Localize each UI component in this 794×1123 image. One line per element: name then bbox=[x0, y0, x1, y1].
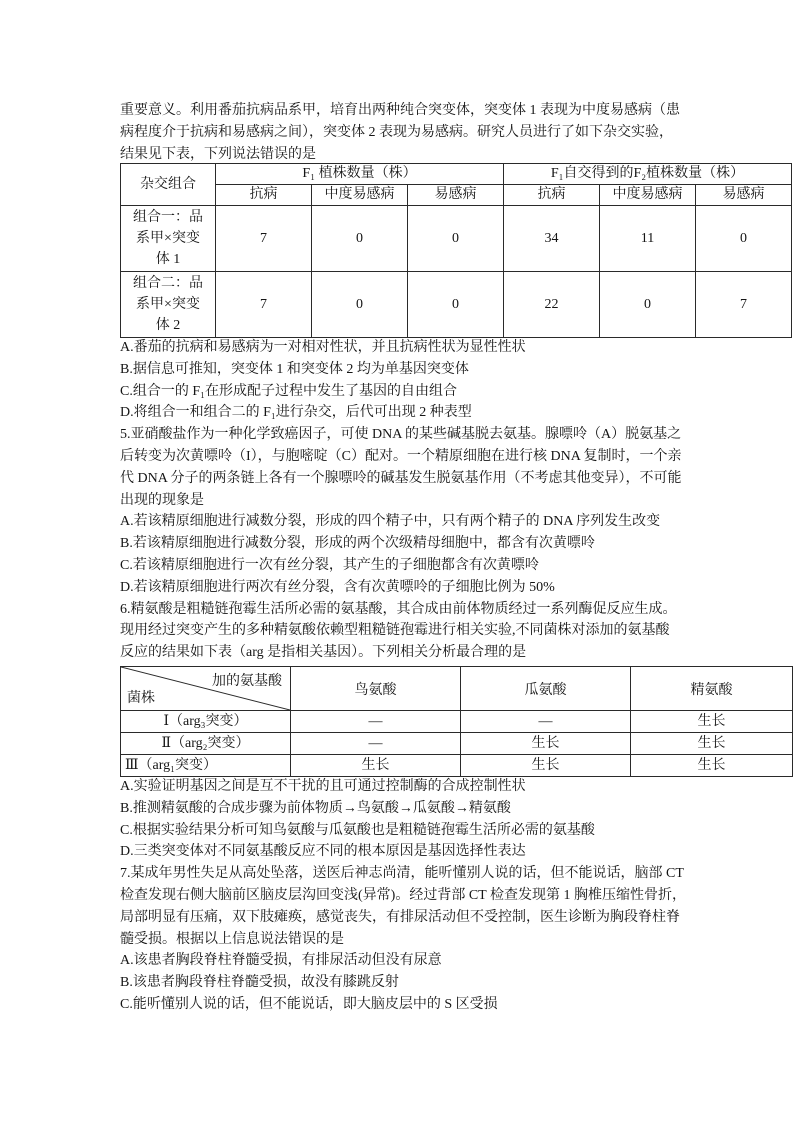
table-cell: 生长 bbox=[291, 755, 461, 777]
table-cell: — bbox=[461, 711, 631, 733]
option-b: B.据信息可推知，突变体 1 和突变体 2 均为单基因突变体 bbox=[120, 361, 469, 377]
table-subheader-row bbox=[121, 185, 792, 206]
questions-6-to-7-block bbox=[120, 776, 792, 1016]
diagonal-header-cell bbox=[121, 667, 291, 711]
row-label: 组合一：品系甲×突变体 1 bbox=[121, 206, 216, 272]
option-a: A.实验证明基因之间是互不干扰的且可通过控制酶的合成控制性状 bbox=[120, 779, 526, 794]
table-cell: 生长 bbox=[631, 711, 793, 733]
option-a: A.若该精原细胞进行减数分裂，形成的四个精子中，只有两个精子的 DNA 序列发生改变 bbox=[120, 514, 661, 530]
option-c: C.能听懂别人说的话，但不能说话，即大脑皮层中的 S 区受损 bbox=[120, 996, 498, 1012]
table-cell: 7 bbox=[216, 272, 312, 338]
table-row bbox=[121, 206, 792, 272]
amino-acid-table bbox=[120, 666, 793, 777]
option-a: A.该患者胸段脊柱脊髓受损，有排尿活动但没有尿意 bbox=[120, 953, 442, 969]
option-c: C.若该精原细胞进行一次有丝分裂，其产生的子细胞都含有次黄嘌呤 bbox=[120, 557, 539, 573]
option-b: B.该患者胸段脊柱脊髓受损，故没有膝跳反射 bbox=[120, 975, 399, 991]
stem-line: 结果见下表，下列说法错误的是 bbox=[120, 146, 316, 162]
table-cell: — bbox=[291, 733, 461, 755]
option-c: C.根据实验结果分析可知鸟氨酸与瓜氨酸也是粗糙链孢霉生活所必需的氨基酸 bbox=[120, 822, 595, 838]
question-7-stem-line: 检查发现右侧大脑前区脑皮层沟回变浅(异常)。经过背部 CT 检查发现第 1 胸椎压缩性骨折， bbox=[120, 887, 686, 903]
question-6-stem-line: 现用经过突变产生的多种精氨酸依赖型粗糙链孢霉进行相关实验,不同菌株对添加的氨基酸 bbox=[120, 623, 670, 639]
question-5-stem-line: 代 DNA 分子的两条链上各有一个腺嘌呤的碱基发生脱氨基作用（不考虑其他变异），不可能 bbox=[120, 470, 682, 486]
option-d: D.若该精原细胞进行两次有丝分裂，含有次黄嘌呤的子细胞比例为 50% bbox=[120, 579, 555, 595]
column-header: 精氨酸 bbox=[631, 667, 793, 711]
table-cell: 0 bbox=[408, 272, 504, 338]
question-5-stem-line: 出现的现象是 bbox=[120, 492, 204, 508]
question-7-stem-line: 髓受损。根据以上信息说法错误的是 bbox=[120, 931, 344, 947]
table-cell: 22 bbox=[504, 272, 600, 338]
column-header: 鸟氨酸 bbox=[291, 667, 461, 711]
question-5-stem-line: 5.亚硝酸盐作为一种化学致癌因子，可使 DNA 的某些碱基脱去氨基。腺嘌呤（A）脱氨基之 bbox=[120, 427, 682, 443]
table-cell: 生长 bbox=[461, 733, 631, 755]
table-cell: 生长 bbox=[461, 755, 631, 777]
table-header-row bbox=[121, 164, 792, 185]
row-label: 组合二：品系甲×突变体 2 bbox=[121, 272, 216, 338]
column-header: 中度易感病 bbox=[600, 185, 696, 206]
table-cell: 0 bbox=[312, 272, 408, 338]
option-a: A.番茄的抗病和易感病为一对相对性状，并且抗病性状为显性性状 bbox=[120, 340, 526, 355]
column-header: 抗病 bbox=[504, 185, 600, 206]
row-label: Ⅱ（arg₂突变） bbox=[121, 733, 291, 755]
table-row bbox=[121, 733, 793, 755]
column-header: 易感病 bbox=[408, 185, 504, 206]
column-header: 中度易感病 bbox=[312, 185, 408, 206]
column-header: 瓜氨酸 bbox=[461, 667, 631, 711]
table-cell: 7 bbox=[216, 206, 312, 272]
option-b: B.推测精氨酸的合成步骤为前体物质→鸟氨酸→瓜氨酸→精氨酸 bbox=[120, 800, 511, 816]
question-5-stem-line: 后转变为次黄嘌呤（I），与胞嘧啶（C）配对。一个精原细胞在进行核 DNA 复制时，一个亲 bbox=[120, 448, 682, 464]
corner-bottom-label: 菌株 bbox=[127, 691, 155, 706]
stem-line: 重要意义。利用番茄抗病品系甲，培育出两种纯合突变体，突变体 1 表现为中度易感病（患 bbox=[120, 103, 680, 118]
column-header: 抗病 bbox=[216, 185, 312, 206]
table-cell: 生长 bbox=[631, 733, 793, 755]
table-row bbox=[121, 711, 793, 733]
question-4-stem bbox=[120, 100, 792, 165]
row-label: Ⅲ（arg₁突变） bbox=[121, 755, 291, 777]
column-header: 易感病 bbox=[696, 185, 792, 206]
table-cell: 34 bbox=[504, 206, 600, 272]
questions-4-to-6-block bbox=[120, 337, 792, 664]
question-6-stem-line: 反应的结果如下表（arg 是指相关基因）。下列相关分析最合理的是 bbox=[120, 645, 527, 661]
table-row bbox=[121, 272, 792, 338]
table-cell: 0 bbox=[696, 206, 792, 272]
option-d: D.将组合一和组合二的 F₁进行杂交，后代可出现 2 种表型 bbox=[120, 405, 472, 421]
table-cell: 11 bbox=[600, 206, 696, 272]
table-cell: 生长 bbox=[631, 755, 793, 777]
question-7-stem-line: 局部明显有压痛，双下肢瘫痪，感觉丧失，有排尿活动但不受控制，医生诊断为胸段脊柱脊 bbox=[120, 909, 680, 925]
corner-top-label: 加的氨基酸 bbox=[212, 674, 282, 689]
table-cell: 0 bbox=[600, 272, 696, 338]
table-row bbox=[121, 755, 793, 777]
option-c: C.组合一的 F₁在形成配子过程中发生了基因的自由组合 bbox=[120, 383, 458, 399]
option-d: D.三类突变体对不同氨基酸反应不同的根本原因是基因选择性表达 bbox=[120, 844, 526, 860]
cross-results-table bbox=[120, 163, 792, 338]
table-cell: 0 bbox=[408, 206, 504, 272]
f1-group-header: F₁ 植株数量（株） bbox=[216, 164, 504, 185]
table-cell: 0 bbox=[312, 206, 408, 272]
row-label: Ⅰ（arg₃突变） bbox=[121, 711, 291, 733]
table-corner-header: 杂交组合 bbox=[121, 164, 216, 206]
f2-group-header: F₁自交得到的F₂植株数量（株） bbox=[504, 164, 792, 185]
table-cell: — bbox=[291, 711, 461, 733]
option-b: B.若该精原细胞进行减数分裂，形成的两个次级精母细胞中，都含有次黄嘌呤 bbox=[120, 536, 595, 552]
question-7-stem-line: 7.某成年男性失足从高处坠落，送医后神志尚清，能听懂别人说的话，但不能说话，脑部 CT bbox=[120, 866, 684, 882]
table-header-row bbox=[121, 667, 793, 711]
table-cell: 7 bbox=[696, 272, 792, 338]
question-6-stem-line: 6.精氨酸是粗糙链孢霉生活所必需的氨基酸，其合成由前体物质经过一系列酶促反应生成。 bbox=[120, 601, 677, 617]
stem-line: 病程度介于抗病和易感病之间），突变体 2 表现为易感病。研究人员进行了如下杂交实验， bbox=[120, 124, 673, 140]
